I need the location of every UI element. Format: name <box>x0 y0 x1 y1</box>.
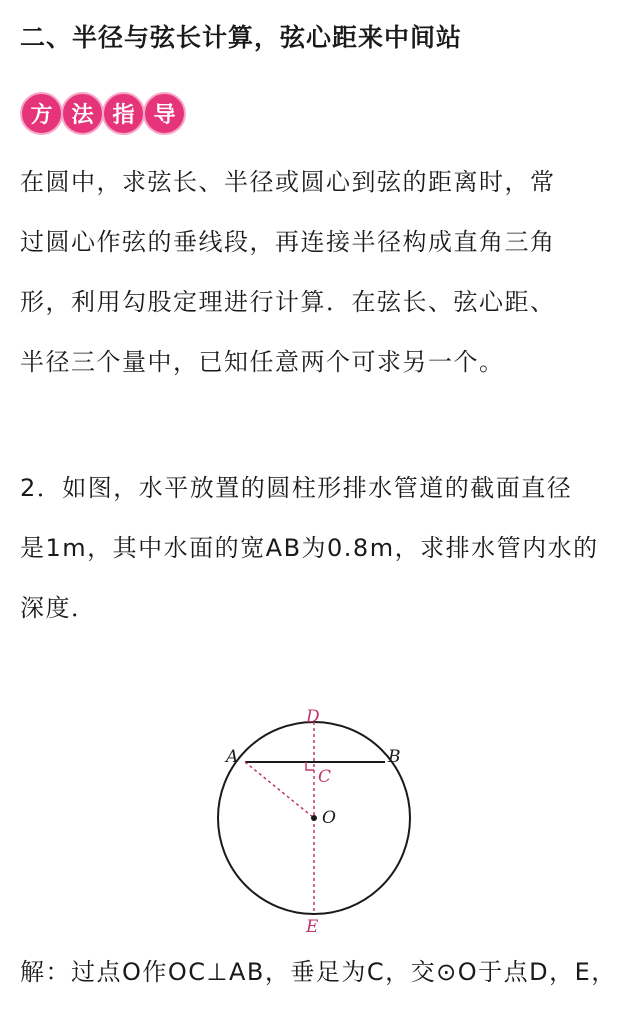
label-e: E <box>306 917 319 937</box>
label-c: C <box>318 767 332 787</box>
problem-line: 2．如图，水平放置的圆柱形排水管道的截面直径 <box>20 474 573 502</box>
badge-char: 导 <box>143 92 186 135</box>
badge-char: 指 <box>102 92 145 135</box>
pipe-cross-section-diagram <box>200 690 440 940</box>
problem-line: 深度． <box>20 594 97 622</box>
label-o: O <box>322 808 336 828</box>
badge-char: 法 <box>61 92 104 135</box>
solution-paragraph <box>20 942 620 1002</box>
label-a: A <box>226 747 239 767</box>
right-angle-mark <box>306 762 314 770</box>
solution-line: 解：过点O作OC⊥AB，垂足为C，交⊙O于点D，E， <box>20 958 617 986</box>
badge-char: 方 <box>20 92 63 135</box>
radius-oa <box>245 762 314 818</box>
method-line: 半径三个量中，已知任意两个可求另一个。 <box>20 348 505 376</box>
problem-line: 是1m，其中水面的宽AB为0.8m，求排水管内水的 <box>20 534 599 562</box>
problem-paragraph <box>20 458 620 638</box>
label-d: D <box>306 707 320 727</box>
method-line: 在圆中，求弦长、半径或圆心到弦的距离时，常 <box>20 168 556 196</box>
method-line: 过圆心作弦的垂线段，再连接半径构成直角三角 <box>20 228 556 256</box>
method-paragraph <box>20 152 620 392</box>
center-point <box>311 815 317 821</box>
method-guide-badge <box>20 92 184 135</box>
section-heading: 二、半径与弦长计算，弦心距来中间站 <box>20 23 463 52</box>
label-b: B <box>388 747 401 767</box>
method-line: 形，利用勾股定理进行计算．在弦长、弦心距、 <box>20 288 556 316</box>
